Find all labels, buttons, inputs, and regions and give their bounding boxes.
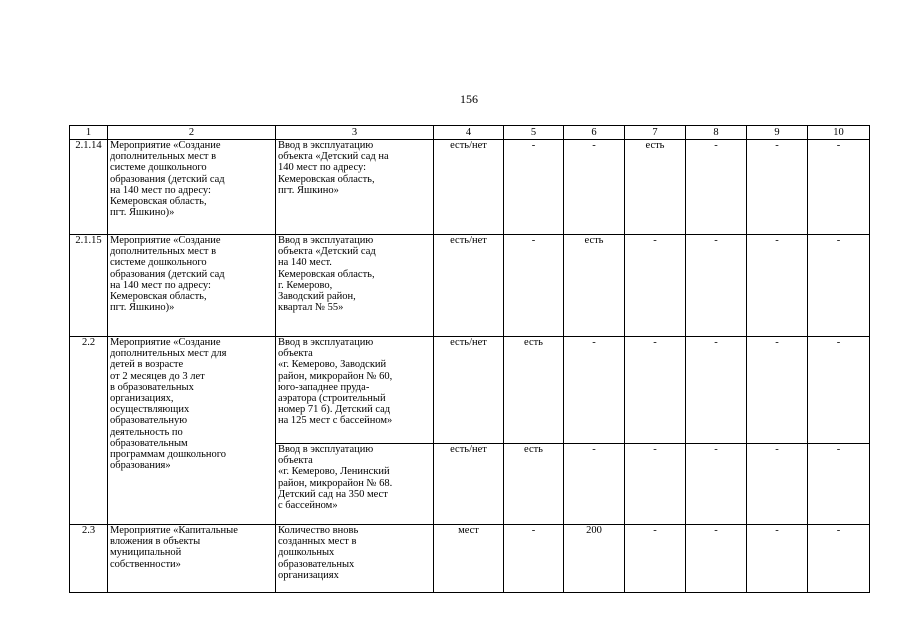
indicator-cell: Ввод в эксплуатацию объекта «Детский сад на 140 мест. Кемеровская область, г. Кемерово, Заводский район, квартал № 55» (276, 235, 434, 337)
column-header: 6 (564, 126, 625, 140)
table-row (70, 525, 870, 593)
indicator-cell: Ввод в эксплуатацию объекта «г. Кемерово, Заводский район, микрорайон № 60, юго-западнее пруда- аэратора (строительный номер 71 б). Детский сад на 125 мест с бассейном» (276, 337, 434, 444)
table-row (70, 235, 870, 337)
value-cell: - (686, 235, 747, 337)
table-header-row (70, 126, 870, 140)
value-cell: - (808, 444, 870, 525)
unit-cell: есть/нет (434, 140, 504, 235)
indicator-cell: Ввод в эксплуатацию объекта «Детский сад на 140 мест по адресу: Кемеровская область, пгт. Яшкино» (276, 140, 434, 235)
value-cell: есть (504, 337, 564, 444)
column-header: 10 (808, 126, 870, 140)
value-cell: есть (504, 444, 564, 525)
value-cell: - (747, 525, 808, 593)
value-cell: - (504, 235, 564, 337)
measure-cell: Мероприятие «Капитальные вложения в объекты муниципальной собственности» (108, 525, 276, 593)
value-cell: - (564, 337, 625, 444)
value-cell: - (747, 337, 808, 444)
unit-cell: есть/нет (434, 235, 504, 337)
value-cell: - (686, 525, 747, 593)
value-cell: - (747, 235, 808, 337)
value-cell: - (686, 337, 747, 444)
unit-cell: мест (434, 525, 504, 593)
column-header: 8 (686, 126, 747, 140)
row-number: 2.1.14 (70, 140, 108, 235)
value-cell: - (808, 525, 870, 593)
value-cell: есть (625, 140, 686, 235)
row-number: 2.1.15 (70, 235, 108, 337)
value-cell: - (686, 140, 747, 235)
measure-cell: Мероприятие «Создание дополнительных мест для детей в возрасте от 2 месяцев до 3 лет в образовательных организациях, осуществляющих образовательную деятельность по образовательным программам дошкольного образования» (108, 337, 276, 525)
indicator-cell: Ввод в эксплуатацию объекта «г. Кемерово, Ленинский район, микрорайон № 68. Детский сад на 350 мест с бассейном» (276, 444, 434, 525)
value-cell: - (808, 337, 870, 444)
indicator-cell: Количество вновь созданных мест в дошкольных образовательных организациях (276, 525, 434, 593)
measure-cell: Мероприятие «Создание дополнительных мест в системе дошкольного образования (детский сад на 140 мест по адресу: Кемеровская область, пгт. Яшкино)» (108, 235, 276, 337)
table-row (70, 337, 870, 444)
column-header: 7 (625, 126, 686, 140)
value-cell: - (625, 525, 686, 593)
page-number: 156 (460, 92, 478, 106)
column-header: 9 (747, 126, 808, 140)
value-cell: - (564, 140, 625, 235)
value-cell: - (564, 444, 625, 525)
plan-table (69, 125, 870, 593)
value-cell: - (504, 140, 564, 235)
row-number: 2.3 (70, 525, 108, 593)
value-cell: - (747, 444, 808, 525)
value-cell: - (686, 444, 747, 525)
value-cell: - (808, 140, 870, 235)
column-header: 5 (504, 126, 564, 140)
value-cell: - (747, 140, 808, 235)
value-cell: - (625, 235, 686, 337)
value-cell: 200 (564, 525, 625, 593)
table-row (70, 140, 870, 235)
value-cell: - (625, 444, 686, 525)
column-header: 1 (70, 126, 108, 140)
value-cell: - (504, 525, 564, 593)
column-header: 4 (434, 126, 504, 140)
unit-cell: есть/нет (434, 337, 504, 444)
measure-cell: Мероприятие «Создание дополнительных мест в системе дошкольного образования (детский сад на 140 мест по адресу: Кемеровская область, пгт. Яшкино)» (108, 140, 276, 235)
column-header: 2 (108, 126, 276, 140)
value-cell: - (808, 235, 870, 337)
unit-cell: есть/нет (434, 444, 504, 525)
column-header: 3 (276, 126, 434, 140)
value-cell: - (625, 337, 686, 444)
row-number: 2.2 (70, 337, 108, 525)
value-cell: есть (564, 235, 625, 337)
